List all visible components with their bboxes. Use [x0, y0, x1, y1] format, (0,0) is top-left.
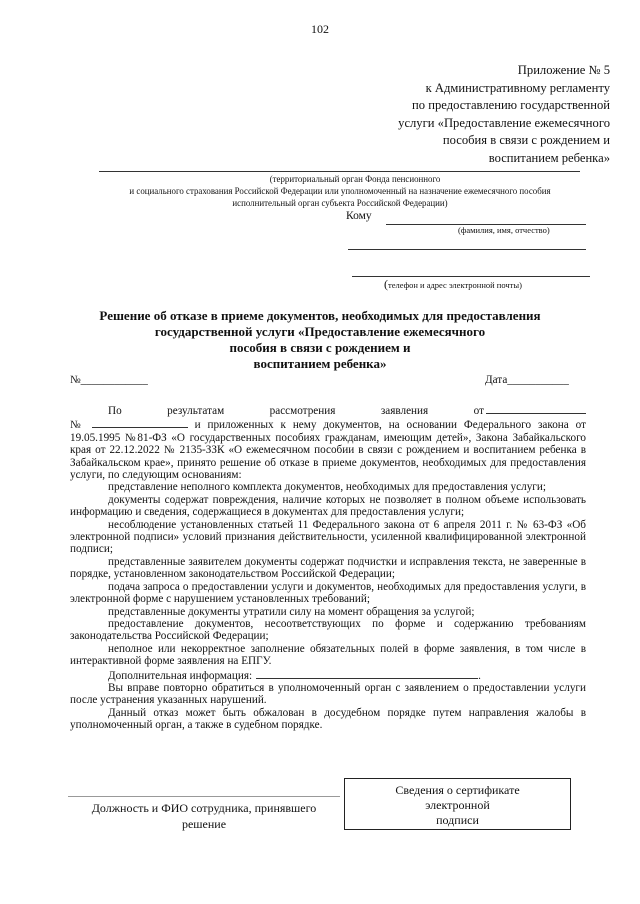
title-line: пособия в связи с рождением и	[229, 340, 411, 355]
org-note-line: исполнительный орган субъекта Российской Федерации)	[232, 198, 448, 208]
appendix-line: к Административному регламенту	[425, 80, 610, 95]
reapply-paragraph: Вы вправе повторно обратиться в уполномоченный орган с заявлением о предоставлении услуги после устранения указанных нарушений.	[70, 681, 586, 707]
appendix-header	[350, 62, 610, 167]
additional-info-label: Дополнительная информация:	[108, 669, 253, 682]
appendix-line: воспитанием ребенка»	[488, 150, 610, 165]
intro-text-cont: и приложенных к нему документов, на основании Федерального закона от 19.05.1995 №81-ФЗ «О государственных пособиях гражданам, имеющим детей», Закона Забайкальского края от 22.12.2022 № 2135-ЗЗК «О ежемесячном пособии в связи с рождением и воспитанием ребенка в Забайкальском крае», принято решение об отказе в приеме документов, необходимых для предоставления услуги, по следующим основаниям:	[70, 419, 586, 482]
reason-item: представление неполного комплекта документов, необходимых для предоставления услуги;	[108, 481, 546, 494]
certificate-line: электронной	[425, 798, 490, 812]
signature-caption-line: решение	[181, 817, 227, 831]
decision-number-label: №____________	[70, 374, 148, 386]
contact-note-text: телефон и адрес электронной почты)	[388, 280, 522, 290]
recipient-name-note: (фамилия, имя, отчество)	[458, 225, 550, 235]
appendix-line: пособия в связи с рождением и	[442, 133, 610, 147]
reason-item: представленные заявителем документы содержат подчистки и исправления текста, не заверенные в порядке, установленном законодательством Российской Федерации;	[70, 555, 586, 581]
additional-info-blank	[256, 668, 478, 679]
organization-note	[60, 173, 620, 209]
organization-blank-line	[99, 171, 580, 172]
appendix-line: по предоставлению государственной	[412, 98, 610, 112]
appendix-line: услуги «Предоставление ежемесячного	[398, 115, 610, 130]
certificate-line: подписи	[436, 813, 479, 827]
reason-item: предоставление документов, несоответствующих по форме и содержанию требованиям законодательства Российской Федерации;	[70, 617, 586, 643]
org-note-line: и социального страхования Российской Федерации или уполномоченный на назначение ежемесячного пособия	[129, 186, 551, 196]
recipient-extra-line	[348, 249, 586, 250]
recipient-contact-note	[384, 277, 522, 292]
additional-info: Дополнительная информация: .	[108, 669, 481, 682]
appendix-line: Приложение № 5	[517, 63, 610, 77]
recipient-label: Кому	[346, 210, 372, 222]
document-title	[60, 308, 580, 372]
number-date-row	[70, 374, 586, 392]
decision-date-label: Дата___________	[485, 374, 569, 386]
reason-item: неполное или некорректное заполнение обязательных полей в форме заявления, в том числе в интерактивной форме заявления на ЕПГУ.	[70, 642, 586, 668]
certificate-line: Сведения о сертификате	[395, 783, 520, 797]
paragraph-intro-a	[70, 403, 586, 417]
page-number: 102	[311, 22, 329, 36]
certificate-box	[344, 778, 571, 830]
paragraph-intro-b	[70, 417, 586, 481]
reason-item: подача запроса о предоставлении услуги и документов, необходимых для предоставления услуги, в электронной форме с нарушением установленных требований;	[70, 580, 586, 606]
signature-caption-line: Должность и ФИО сотрудника, принявшего	[91, 801, 317, 815]
org-note-line: (территориальный орган Фонда пенсионного	[269, 174, 441, 184]
signature-caption	[68, 800, 340, 832]
number-blank	[92, 417, 188, 428]
paren: (	[384, 277, 388, 291]
reason-item: несоблюдение установленных статьей 11 Федерального закона от 6 апреля 2011 г. № 63-ФЗ «Об электронной подписи» условий признания действительности, усиленной квалифицированной электронной подписи;	[70, 518, 586, 556]
number-sign: №	[70, 419, 85, 432]
appeal-paragraph: Данный отказ может быть обжалован в досудебном порядке путем направления жалобы в уполномоченный орган, а также в судебном порядке.	[70, 706, 586, 732]
title-line: Решение об отказе в приеме документов, необходимых для предоставления	[99, 308, 541, 323]
reason-item: представленные документы утратили силу на момент обращения за услугой;	[108, 605, 475, 618]
title-line: воспитанием ребенка»	[253, 356, 387, 371]
signature-line	[68, 796, 340, 797]
intro-text: По результатам рассмотрения заявления от	[108, 405, 484, 417]
decision-body	[70, 403, 586, 732]
date-blank	[486, 403, 586, 414]
reason-item: документы содержат повреждения, наличие которых не позволяет в полном объеме использовать информацию и сведения, содержащиеся в документах для предоставления услуги;	[70, 493, 586, 519]
title-line: государственной услуги «Предоставление ежемесячного	[154, 324, 486, 339]
